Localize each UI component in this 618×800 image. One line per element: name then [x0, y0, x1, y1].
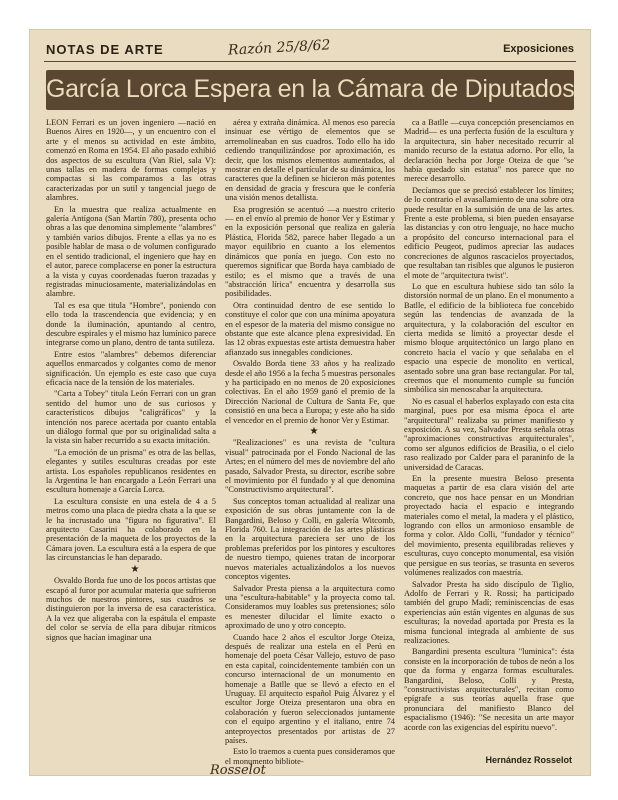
article-paragraph: Salvador Presta piensa a la arquitectura como una "escultura-habitable" y la proyecta como tal. Consideramos muy loables sus pretensiones; sólo es menester dilucidar el límite exacto o aproximado de uno y otro concepto. [225, 583, 395, 631]
section-divider-star: ★ [130, 563, 140, 575]
handwritten-date-note: Razón 25/8/62 [227, 37, 331, 59]
article-paragraph: No es casual el haberlos explayado con esta cita marginal, pues por esa misma época el arte "arquitectural" realizaba su primer manifiesto y exposición. A su vez, Salvador Presta señala otras "aproximaciones constructivas arquitecturales", como ser algunos edificios de Brasilia, o el cielo raso realizado por Calder para el paraninfo de la universidad de Caracas. [404, 396, 574, 472]
handwritten-signature: Rosselot [210, 763, 266, 778]
article-paragraph: Cuando hace 2 años el escultor Jorge Oteiza, después de realizar una estela en el Perú en homenaje del poeta César Vallejo, estuvo de paso en esta capital, coincidentemente también con un concurso internacional de un monumento en homenaje a Batlle que se llevó a efecto en el Uruguay. El arquitecto español Puig Álvarez y el escultor Jorge Oteiza presentaron una obra en colaboración y fueron seleccionados juntamente con el equipo argentino y el italiano, entre 74 anteproyectos presentados por artistas de 27 países. [225, 632, 395, 745]
article-paragraph: Esto lo traemos a cuenta pues consideramos que el monumento bibliote- [225, 747, 395, 766]
article-paragraph: "La emoción de un prisma" es otra de las bellas, elegantes y sutiles esculturas creadas por este artista. Los españoles republicanos residentes en la Argentina le han encargado a León Ferrari una escultura homenaje a García Lorca. [46, 447, 216, 495]
article-paragraph: La escultura consiste en una estela de 4 a 5 metros como una placa de piedra chata a la que se le ha incrustado una "figura no figurativa". El arquitecto Casarini ha colaborado en la presentación de la maqueta de los proyectos de la Cámara joven. La escultura está a la espera de que las circunstancias le han deparado. [46, 496, 216, 563]
article-paragraph: "Carta a Tobey" titula León Ferrari con un gran sentido del humor uno de sus curiosos y característicos dibujos "caligráficos" y la intención nos parece acertada por cuanto entabla un diálogo formal que por su originalidad salta a la vista sin haber recurrido a su exacta imitación. [46, 389, 216, 446]
article-paragraph: Osvaldo Borda tiene 33 años y ha realizado desde el año 1956 a la fecha 5 muestras personales y ha participado en no menos de 20 exposiciones colectivas. En el año 1959 ganó el premio de la Dirección Nacional de Cultura de Santa Fe, que consistió en una beca a Europa; y este año ha sido el vencedor en el premio de honor Ver y Estimar. [225, 359, 395, 425]
article-paragraph: Sus conceptos toman actualidad al realizar una exposición de sus obras juntamente con la de Bangardini, Beloso y Colli, en galería Witcomb, Florida 760. La integración de las artes plásticas en la arquitectura pareciera ser uno de los problemas preferidos por los pintores y escultores de nuestro tiempo, quienes tratan de incorporar nuevos materiales actualizándolos a los nuevos conceptos vigentes. [225, 496, 395, 582]
newspaper-clipping [30, 30, 590, 778]
article-paragraph: En la presente muestra Beloso presenta maquetas a partir de esa clara visión del arte concreto, que nos hace pensar en un Mondrian proyectado hacia el espacio e integrando materiales como el metal, la madera y el plástico, logrando con ellos un armonioso ensamble de forma y color. Aldo Colli, "fundador y técnico" del movimiento, presenta equilibradas relieves y esculturas, cuyo concepto monumental, esa visión que persigue en sus teorías, se trasunta en severos volúmenes realizados con maestría. [404, 474, 574, 578]
article-paragraph: Esa progresión se acentuó —a nuestro criterio— en el envío al premio de honor Ver y Estimar y en la exposición personal que realiza en galería Plástica, Florida 582, parece haber llegado a un mayor equilibrio en cuanto a los elementos dinámicos que ponía en juego. Con esto no queremos significar que Borda haya cambiado de estilo; es el mismo que a través de una "abstracción lírica" encuentra y desarrolla sus posibilidades. [225, 204, 395, 299]
header-rule [44, 61, 576, 62]
article-paragraph: aérea y extraña dinámica. Al menos eso parecía insinuar ese vértigo de elementos que se arremolineaban en sus cuadros. Todo ello ha ido cediendo tranquilizándose por aproximación, es decir, que los mismos elementos aumentados, al mostrar en detalle el partícular de su dinámica, los caracteres que la definen se hicieron más potentes en densidad de gracia y frescura que le confería una visión menos detallista. [225, 118, 395, 203]
article-column-3 [404, 118, 574, 748]
headline-banner [46, 70, 574, 110]
article-paragraph: Tal es esa que titula "Hombre", poniendo con ello toda la trascendencia que evidencia; y en donde la iluminación, apuntando al centro, descubre espirales y el mismo haz lumínico parece integrarse como un plano, dentro de tanta sutileza. [46, 300, 216, 348]
article-paragraph: Lo que en escultura hubiese sido tan sólo la distorsión normal de un plano. En el monumento a Batlle, el edificio de la biblioteca fue concebido según las tendencias de avanzada de la arquitectura, y la colaboración del escultor en cierta medida se limitó a proyectar desde el mismo bloque arquitectónico un largo plano en concreto hacia el vacío y que señalaba en el espacio una especie de monolito en vertical, asentado sobre una gran base rectangular. Por tal, creemos que el monumento cumple su función simbólica sin menoscabar la arquitectura. [404, 281, 574, 395]
article-paragraph: En la muestra que realiza actualmente en galería Antígona (San Martín 780), presenta ocho obras a las que denomina simplemente "alambres" y también varios dibujos. Frente a ellas ya no es posible hablar de masa o de volumen configurado en el sentido tradicional, el ingeniero que hay en el autor, parece complacerse en poner la estructura a la vista y cuyas coordenadas fueron trazadas y registradas minuciosamente, materializándolas en alambre. [46, 204, 216, 299]
article-paragraph: Osvaldo Borda fue uno de los pocos artistas que escapó al furor por acumular materia que sufrieron muchos de nuestros pintores, sus cuadros se distinguieron por la inversa de esa característica. A la vez que aligeraba con la espátula el empaste del color se servía de ella para dibujar rítmicos signos que hacían imaginar una [46, 576, 216, 642]
section-title: NOTAS DE ARTE [46, 42, 164, 57]
article-column-2 [225, 118, 395, 766]
article-column-1 [46, 118, 216, 758]
article-paragraph: ca a Batlle —cuya concepción presenciamos en Madrid— es una perfecta fusión de la escultura y la arquitectura, sin haber necesitado recurrir al manido recurso de la estatua adorno. Por ello, la declaración hecha por Jorge Oteiza de que "se había quedado sin estatua" nos parece que no merece desarrollo. [404, 118, 574, 184]
byline: Hernández Rosselot [485, 755, 572, 765]
headline: García Lorca Espera en la Cámara de Diputados [46, 75, 575, 103]
article-paragraph: LEON Ferrari es un joven ingeniero —nació en Buenos Aires en 1920—, y un encuentro con el arte y el menos su actividad en este ámbito, comenzó en Roma en 1954. El año pasado exhibió dos aspectos de su escultura (Van Riel, sala V): unas tallas en madera de formas complejas y compactas si las comparamos a las otras caracterizadas por un sutil y tangencial juego de alambres. [46, 118, 216, 203]
section-tag: Exposiciones [503, 43, 574, 55]
article-paragraph: Salvador Presta ha sido discípulo de Tiglio, Adolfo de Ferrari y R. Rossi; ha participado también del grupo Madí; reminiscencias de esas experiencias aún están vigentes en algunas de sus esculturas; la novedad aportada por Presta es la misma funcional integrada al ambiente de sus realizaciones. [404, 579, 574, 645]
article-paragraph: Decíamos que se precisó establecer los límites; de lo contrario el avasallamiento de una sobre otra puede resultar en la sumisión de una de las artes. Frente a este problema, si bien pueden ensayarse las distancias y con otro lenguaje, no hace mucho a propósito del concurso internacional para el edificio Peugeot, pudimos apreciar las audaces concreciones de algunos rascacielos proyectados, que resultaban tan risibles que algunos le pusieron el mote de "arquitectura twist". [404, 185, 574, 280]
section-divider-star: ★ [309, 426, 319, 437]
article-paragraph: Otra continuidad dentro de ese sentido lo constituye el color que con una mínima apoyatura en el espesor de la materia del mismo consigue no obstante que este alcance plena expresividad. En las 12 obras expuestas este artista demuestra haber afianzado sus innegables condiciones. [225, 300, 395, 357]
article-paragraph: Bangardini presenta escultura "luminica": ésta consiste en la incorporación de tubos de neón a los que da forma y engarza formas esculturales. Bangardini, Beloso, Colli y Presta, "constructivistas arquitecturales", recitan como epígrafe a sus teorías aquella frase que pronunciara del manifiesto Blanco del espacialismo (1946): "Se necesita un arte mayor acorde con las exigencias del espíritu nuevo". [404, 647, 575, 732]
article-paragraph: Entre estos "alambres" debemos diferenciar aquellos enmarcados y colgantes como de menor significación. Un ejemplo es este caso que cuya eficacia nace de la tensión de los materiales. [46, 349, 216, 387]
article-paragraph: "Realizaciones" es una revista de "cultura visual" patrocinada por el Fondo Nacional de las Artes; en el número del mes de noviembre del año pasado, Salvador Presta, su director, escribe sobre el movimiento por él fundado y al que denomina "Constructivismo arquitectural". [225, 438, 395, 495]
